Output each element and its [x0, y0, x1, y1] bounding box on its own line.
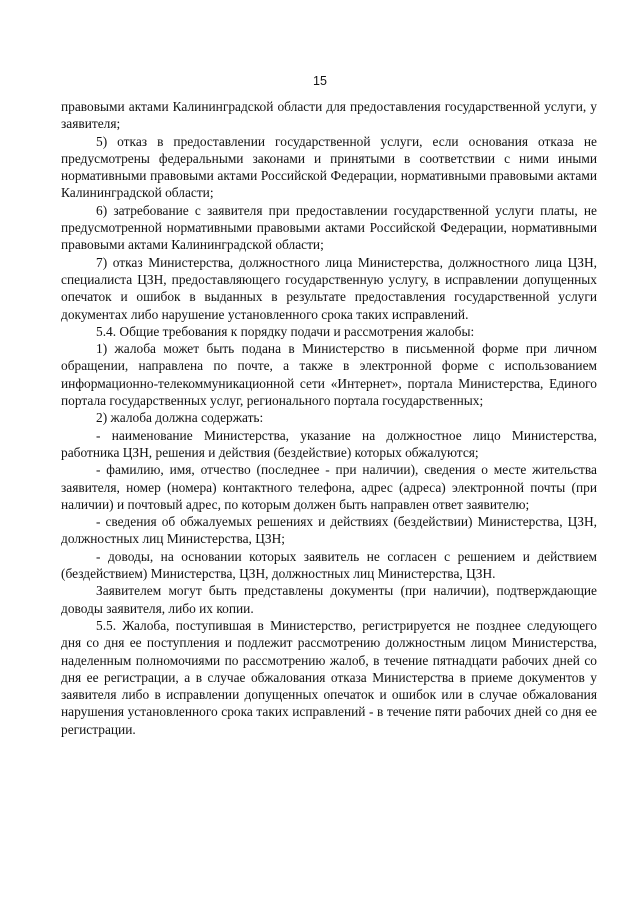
list-item: - доводы, на основании которых заявитель не согласен с решением и действием (бездействием) Министерства, ЦЗН, должностных лиц Министерства, ЦЗН. [61, 548, 597, 582]
paragraph: 6) затребование с заявителя при предоставлении государственной услуги платы, не предусмотренной нормативными правовыми актами Российской Федерации, нормативными правовыми актами Калининградской области; [61, 202, 597, 253]
paragraph: 5) отказ в предоставлении государственной услуги, если основания отказа не предусмотрены федеральными законами и принятыми в соответствии с ними иными нормативными правовыми актами Российской Федерации, нормативными правовыми актами Калининградской области; [61, 133, 597, 201]
paragraph: Заявителем могут быть представлены документы (при наличии), подтверждающие доводы заявителя, либо их копии. [61, 583, 597, 616]
paragraph: 5.5. Жалоба, поступившая в Министерство, регистрируется не позднее следующего дня со дня ее поступления и подлежит рассмотрению должностным лицом Министерства, наделенным полномочиями по рассмотрению жалоб, в течение пятнадцати рабочих дней со дня ее регистрации, а в случае обжалования отказа Министерства в приеме документов у заявителя либо в исправлении допущенных опечаток и ошибок или в случае обжалования нарушения установленного срока таких исправлений - в течение пяти рабочих дней со дня ее регистрации. [61, 617, 597, 737]
page-number: 15 [313, 74, 327, 88]
list-item: - сведения об обжалуемых решениях и действиях (бездействии) Министерства, ЦЗН, должностных лиц Министерства, ЦЗН; [61, 514, 597, 547]
paragraph: 7) отказ Министерства, должностного лица Министерства, должностного лица ЦЗН, специалиста ЦЗН, предоставляющего государственную услугу, в исправлении допущенных опечаток и ошибок в выданных в результате предоставления государственной услуги документах либо нарушение установленного срока таких исправлений. [61, 254, 597, 322]
paragraph: правовыми актами Калининградской области для предоставления государственной услуги, у заявителя; [61, 99, 597, 132]
document-body [61, 98, 597, 738]
section-heading: 5.4. Общие требования к порядку подачи и рассмотрения жалобы: [96, 323, 475, 339]
list-item: - фамилию, имя, отчество (последнее - при наличии), сведения о месте жительства заявителя, номер (номера) контактного телефона, адрес (адреса) электронной почты (при наличии) и почтовый адрес, по которым должен быть направлен ответ заявителю; [61, 462, 597, 512]
paragraph: 1) жалоба может быть подана в Министерство в письменной форме при личном обращении, направлена по почте, а также в электронной форме с использованием информационно-телекоммуникационной сети «Интернет», портала Министерства, Единого портала государственных услуг, регионального портала государственных; [61, 341, 597, 409]
list-item: - наименование Министерства, указание на должностное лицо Министерства, работника ЦЗН, решения и действия (бездействие) которых обжалуются; [61, 427, 597, 460]
paragraph: 2) жалоба должна содержать: [96, 410, 264, 426]
